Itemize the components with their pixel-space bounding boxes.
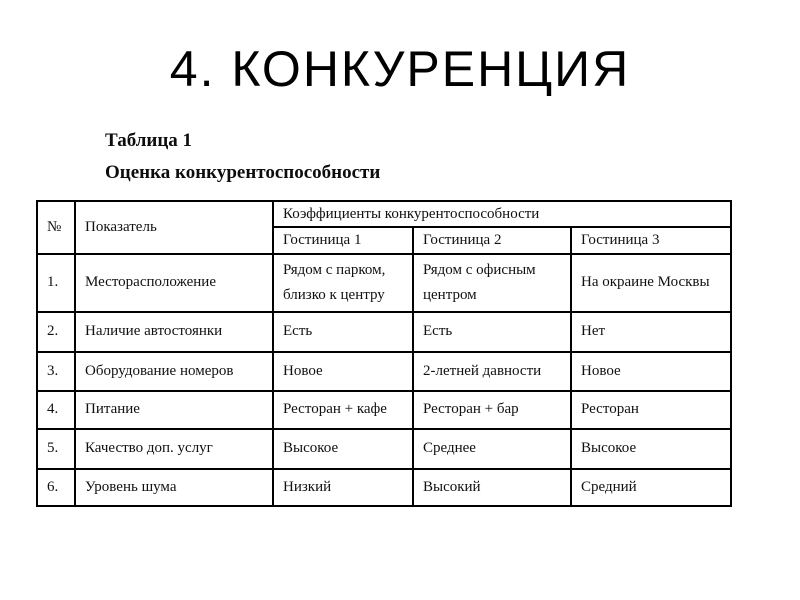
row-num: 4. [37, 391, 75, 429]
row-num: 2. [37, 312, 75, 352]
row-hotel1-value: Рядом с парком, близко к центру [273, 254, 413, 312]
header-indicator: Показатель [75, 201, 273, 254]
header-hotel-3: Гостиница 3 [571, 227, 731, 254]
row-hotel1-value: Низкий [273, 469, 413, 506]
table-caption: Таблица 1 [105, 130, 193, 151]
row-num: 5. [37, 429, 75, 469]
row-hotel3-value: Нет [571, 312, 731, 352]
table-row [37, 391, 731, 429]
row-indicator: Качество доп. услуг [75, 429, 273, 469]
header-hotel-2: Гостиница 2 [413, 227, 571, 254]
row-indicator: Питание [75, 391, 273, 429]
row-num: 6. [37, 469, 75, 506]
table-row [37, 254, 731, 312]
table-row [37, 469, 731, 506]
row-hotel3-value: Новое [571, 352, 731, 391]
row-hotel3-value: На окраине Москвы [571, 254, 731, 312]
table-row [37, 312, 731, 352]
header-coefficients: Коэффициенты конкурентоспособности [273, 201, 731, 227]
table-header-row-top [37, 201, 731, 227]
row-hotel2-value: Ресторан + бар [413, 391, 571, 429]
slide-title: 4. КОНКУРЕНЦИЯ [169, 41, 631, 97]
row-hotel3-value: Ресторан [571, 391, 731, 429]
table-subtitle: Оценка конкурентоспособности [105, 162, 381, 183]
row-num: 3. [37, 352, 75, 391]
row-hotel2-value: 2-летней давности [413, 352, 571, 391]
table-row [37, 429, 731, 469]
row-hotel1-value: Высокое [273, 429, 413, 469]
row-hotel3-value: Средний [571, 469, 731, 506]
header-num: № [37, 201, 75, 254]
row-hotel3-value: Высокое [571, 429, 731, 469]
row-indicator: Месторасположение [75, 254, 273, 312]
row-hotel2-value: Рядом с офисным центром [413, 254, 571, 312]
row-hotel2-value: Высокий [413, 469, 571, 506]
header-hotel-1: Гостиница 1 [273, 227, 413, 254]
row-hotel1-value: Новое [273, 352, 413, 391]
row-num: 1. [37, 254, 75, 312]
row-indicator: Уровень шума [75, 469, 273, 506]
row-hotel2-value: Есть [413, 312, 571, 352]
row-indicator: Оборудование номеров [75, 352, 273, 391]
competitiveness-table [36, 200, 732, 507]
row-hotel1-value: Ресторан + кафе [273, 391, 413, 429]
row-hotel2-value: Среднее [413, 429, 571, 469]
row-indicator: Наличие автостоянки [75, 312, 273, 352]
row-hotel1-value: Есть [273, 312, 413, 352]
table-row [37, 352, 731, 391]
